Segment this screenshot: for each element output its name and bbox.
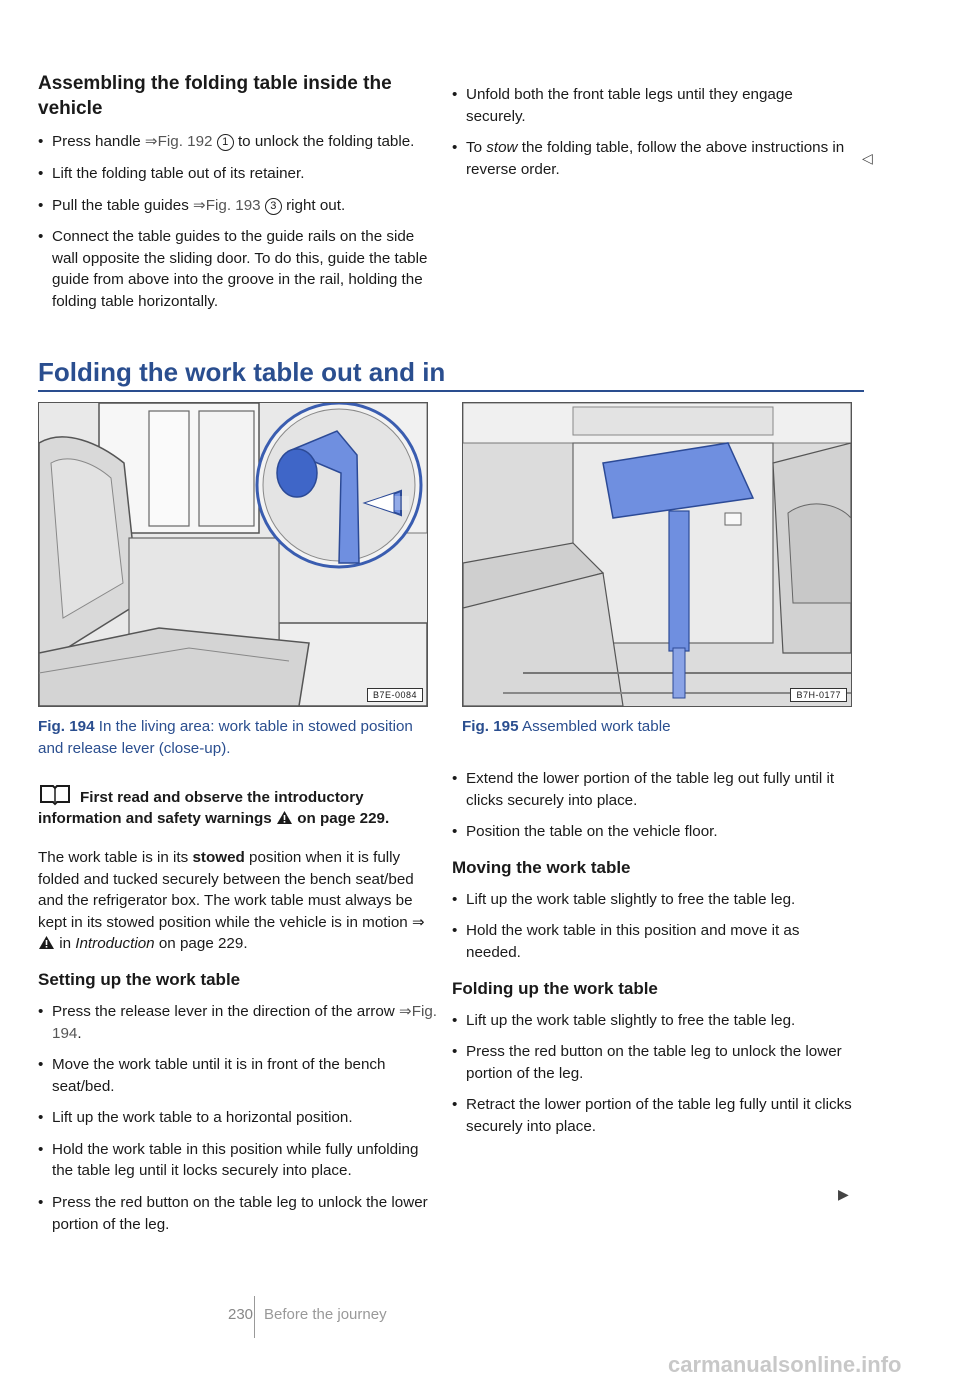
top-right-column: [452, 84, 850, 190]
section-divider: [38, 390, 864, 392]
figure-caption-text: Assembled work table: [521, 718, 671, 735]
introduction-link[interactable]: Introduction: [75, 935, 155, 953]
list-item: • Extend the lower portion of the table leg out fully until it clicks securely into place.: [452, 768, 854, 811]
list-item: • Retract the lower portion of the table leg fully until it clicks securely into place.: [452, 1094, 854, 1137]
figure-reference-link[interactable]: ⇒Fig. 194: [52, 1003, 438, 1042]
end-of-section-marker: ◁: [862, 150, 873, 166]
work-table-stowed-illustration: [39, 403, 427, 706]
warning-icon: [38, 935, 55, 950]
figure-195-image: [462, 402, 852, 707]
list-item: • Connect the table guides to the guide rails on the side wall opposite the sliding door. To do this, guide the table guide from above into the groove in the rail, holding the folding table horizontally.: [38, 226, 440, 312]
figure-194-caption: [38, 716, 433, 759]
figure-code: B7H-0177: [790, 688, 847, 702]
figure-reference-link[interactable]: ⇒Fig. 192: [144, 133, 213, 151]
bottom-right-column: [452, 768, 854, 1148]
list-item: • Lift up the work table slightly to free the table leg.: [452, 889, 854, 911]
figure-reference-link[interactable]: ⇒Fig. 193: [193, 196, 261, 214]
list-item: • Press handle ⇒Fig. 192 1 to unlock the folding table.: [38, 131, 440, 153]
figure-194-image: [38, 402, 428, 707]
section-heading-folding-up: Folding up the work table: [452, 978, 658, 998]
list-item: • To stow the folding table, follow the above instructions in reverse order.: [452, 137, 850, 180]
page-number: 230: [228, 1306, 254, 1323]
figure-code: B7E-0084: [367, 688, 423, 702]
top-left-column: [38, 72, 440, 322]
warning-icon: [276, 810, 293, 825]
figure-number: Fig. 194: [38, 718, 95, 735]
list-item: • Pull the table guides ⇒Fig. 193 3 right out.: [38, 195, 440, 217]
figure-195-caption: [462, 716, 852, 738]
list-item: • Press the red button on the table leg to unlock the lower portion of the leg.: [452, 1041, 854, 1084]
list-item: • Press the release lever in the direction of the arrow ⇒Fig. 194.: [38, 1001, 440, 1044]
list-item: • Lift the folding table out of its retainer.: [38, 163, 440, 185]
list-item: • Hold the work table in this position and move it as needed.: [452, 920, 854, 963]
list-item: • Lift up the work table to a horizontal position.: [38, 1107, 440, 1129]
intro-paragraph: The work table is in its stowed position when it is fully folded and tucked securely between the bench seat/bed and the refrigerator box. The work table must always be kept in its stowed position while the vehicle is in motion ⇒ in Introduction on page 229.: [38, 849, 425, 953]
assembled-work-table-illustration: [463, 403, 851, 706]
bottom-left-column: [38, 782, 440, 1245]
section-heading-moving: Moving the work table: [452, 857, 631, 877]
section-heading-assembling: Assembling the folding table inside the vehicle: [38, 73, 392, 119]
list-item: • Hold the work table in this position while fully unfolding the table leg until it locks securely into place.: [38, 1139, 440, 1182]
figure-caption-text: In the living area: work table in stowed position and release lever (close-up).: [38, 718, 413, 757]
list-item: • Press the red button on the table leg to unlock the lower portion of the leg.: [38, 1192, 440, 1235]
list-item: • Position the table on the vehicle floor.: [452, 821, 854, 843]
section-title: Folding the work table out and in: [38, 357, 446, 387]
footer-chapter-title: Before the journey: [264, 1306, 387, 1323]
book-icon: [38, 782, 72, 806]
callout-number: 1: [217, 134, 234, 151]
section-heading-setting-up: Setting up the work table: [38, 969, 241, 989]
read-first-notice: First read and observe the introductory information and safety warnings on page 229.: [38, 782, 440, 829]
list-item: • Unfold both the front table legs until they engage securely.: [452, 84, 850, 127]
continue-arrow-icon: ▶: [838, 1186, 849, 1202]
watermark: carmanualsonline.info: [668, 1352, 902, 1377]
list-item: • Move the work table until it is in front of the bench seat/bed.: [38, 1054, 440, 1097]
figure-number: Fig. 195: [462, 718, 519, 735]
footer-divider: [254, 1296, 255, 1338]
callout-number: 3: [265, 198, 282, 215]
list-item: • Lift up the work table slightly to free the table leg.: [452, 1010, 854, 1032]
